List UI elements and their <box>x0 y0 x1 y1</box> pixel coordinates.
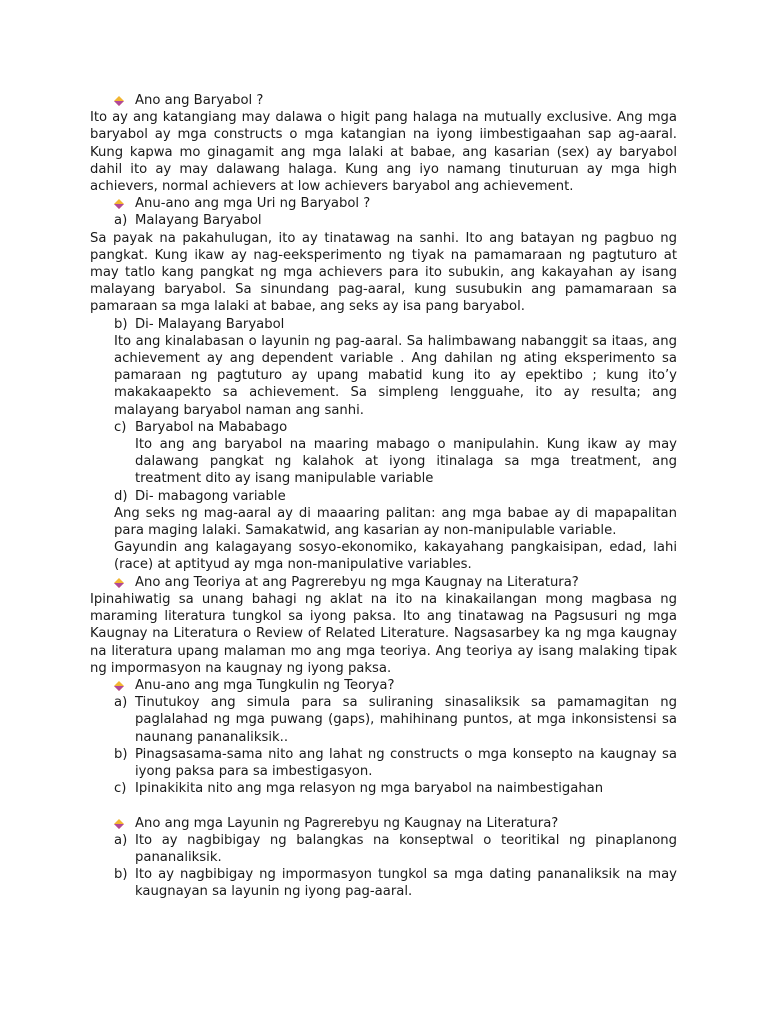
list-label: b) <box>114 746 128 762</box>
list-item <box>90 780 677 797</box>
list-item <box>90 488 677 505</box>
paragraph: Sa payak na pakahulugan, ito ay tinatawag na sanhi. Ito ang batayan ng pagbuo ng pangkat. Kung ikaw ay nag-eeksperimento ng tiyak na pamamaraan ng pagtuturo at may tatlo kang pangkat ng mga achievers para ito subukin, ang kakayahan ay isang malayang baryabol. Sa sinundang pag-aaral, kung susubukin ang pamamaraan sa pamaraan sa mga lalaki at babae, ang seks ay isa pang baryabol. <box>90 230 677 315</box>
paragraph: Ito ay ang katangiang may dalawa o higit pang halaga na mutually exclusive. Ang mga baryabol ay mga constructs o mga katangian na iyong iimbestigaahan sap ag-aaral. Kung kapwa mo ginagamit ang mga lalaki at babae, ang kasarian (sex) ay baryabol dahil ito ay may dalawang halaga. Kung ang iyo namang tinuturuan ay mga high achievers, normal achievers at low achievers baryabol ang achievement. <box>90 110 677 195</box>
heading-text: Anu-ano ang mga Tungkulin ng Teorya? <box>135 677 395 693</box>
paragraph: Ang seks ng mag-aaral ay di maaaring palitan: ang mga babae ay di mapapalitan para maging lalaki. Samakatwid, ang kasarian ay non-manipulable variable. <box>114 505 677 539</box>
list-title: Malayang Baryabol <box>135 213 262 229</box>
list-item <box>90 212 677 229</box>
paragraph: Ipinahiwatig sa unang bahagi ng aklat na ito na kinakailangan mong magbasa ng maraming literatura tungkol sa iyong paksa. Ito ang tinatawag na Pagsusuri ng mga Kaugnay na Literatura o Review of Related Literature. Nagsasarbey ka ng mga kaugnay na literatura upang malaman mo ang mga teoriya. Ang teoriya ay isang malaking tipak ng impormasyon na kaugnay ng iyong paksa. <box>90 591 677 676</box>
list-item <box>90 419 677 436</box>
list-text: Ito ay nagbibigay ng impormasyon tungkol sa mga dating pananaliksik na may kaugnayan sa layunin ng iyong pag-aaral. <box>135 867 677 900</box>
list-item <box>90 866 677 900</box>
list-title: Di- Malayang Baryabol <box>135 316 285 332</box>
list-text: Tinutukoy ang simula para sa suliraning sinasaliksik sa pamamagitan ng paglalahad ng mga puwang (gaps), mahihinang puntos, at mga inkonsistensi sa naunang pananaliksik.. <box>135 695 677 745</box>
heading-text: Ano ang Baryabol ? <box>135 93 264 108</box>
heading-teoriya <box>90 574 677 591</box>
list-title: Di- mabagong variable <box>135 488 286 504</box>
list-item <box>90 316 677 333</box>
paragraph: Ito ang kinalabasan o layunin ng pag-aaral. Sa halimbawang nabanggit sa itaas, ang achievement ay ang dependent variable . Ang dahilan ng ating eksperimento sa pamaraan ng pagtuturo ay upang mabatid kung ito ay epektibo ; kung ito’y makakaapekto sa achievement. Sa simpleng lengguahe, ito ay resulta; ang malayang baryabol naman ang sanhi. <box>114 333 677 418</box>
paragraph: Gayundin ang kalagayang sosyo-ekonomiko, kakayahang pangkaisipan, edad, lahi (race) at aptityud ay mga non-manipulative variables. <box>114 540 677 573</box>
diamond-bullet-icon <box>114 578 124 588</box>
list-label: c) <box>114 781 127 797</box>
list-item <box>90 694 677 746</box>
list-item <box>90 746 677 780</box>
heading-baryabol <box>90 92 677 109</box>
heading-text: Ano ang mga Layunin ng Pagrerebyu ng Kaugnay na Literatura? <box>135 815 559 831</box>
heading-uri-baryabol <box>90 195 677 212</box>
list-title: Baryabol na Mababago <box>135 419 288 435</box>
spacer <box>90 797 677 814</box>
document-body <box>90 92 677 901</box>
diamond-bullet-icon <box>114 199 124 209</box>
list-label: c) <box>114 419 127 435</box>
heading-text: Anu-ano ang mga Uri ng Baryabol ? <box>135 196 371 212</box>
list-label: a) <box>114 213 128 229</box>
diamond-bullet-icon <box>114 681 124 691</box>
list-text: Ipinakikita nito ang mga relasyon ng mga baryabol na naimbestigahan <box>135 781 604 797</box>
list-text: Pinagsasama-sama nito ang lahat ng constructs o mga konsepto na kaugnay sa iyong paksa para sa imbestigasyon. <box>135 746 677 779</box>
paragraph: Ito ang ang baryabol na maaring mabago o manipulahin. Kung ikaw ay may dalawang pangkat ng kalahok at iyong itinalaga sa mga treatment, ang treatment dito ay isang manipulable variable <box>135 437 677 487</box>
list-item <box>90 832 677 866</box>
list-text: Ito ay nagbibigay ng balangkas na konseptwal o teoritikal ng pinaplanong pananaliksik. <box>135 832 677 865</box>
list-label: b) <box>114 316 128 332</box>
list-label: a) <box>114 832 128 848</box>
list-label: b) <box>114 867 128 883</box>
list-label: d) <box>114 488 128 504</box>
diamond-bullet-icon <box>114 96 124 106</box>
heading-layunin <box>90 815 677 832</box>
heading-text: Ano ang Teoriya at ang Pagrerebyu ng mga Kaugnay na Literatura? <box>135 574 579 590</box>
heading-tungkulin <box>90 677 677 694</box>
list-label: a) <box>114 695 128 711</box>
diamond-bullet-icon <box>114 819 124 829</box>
